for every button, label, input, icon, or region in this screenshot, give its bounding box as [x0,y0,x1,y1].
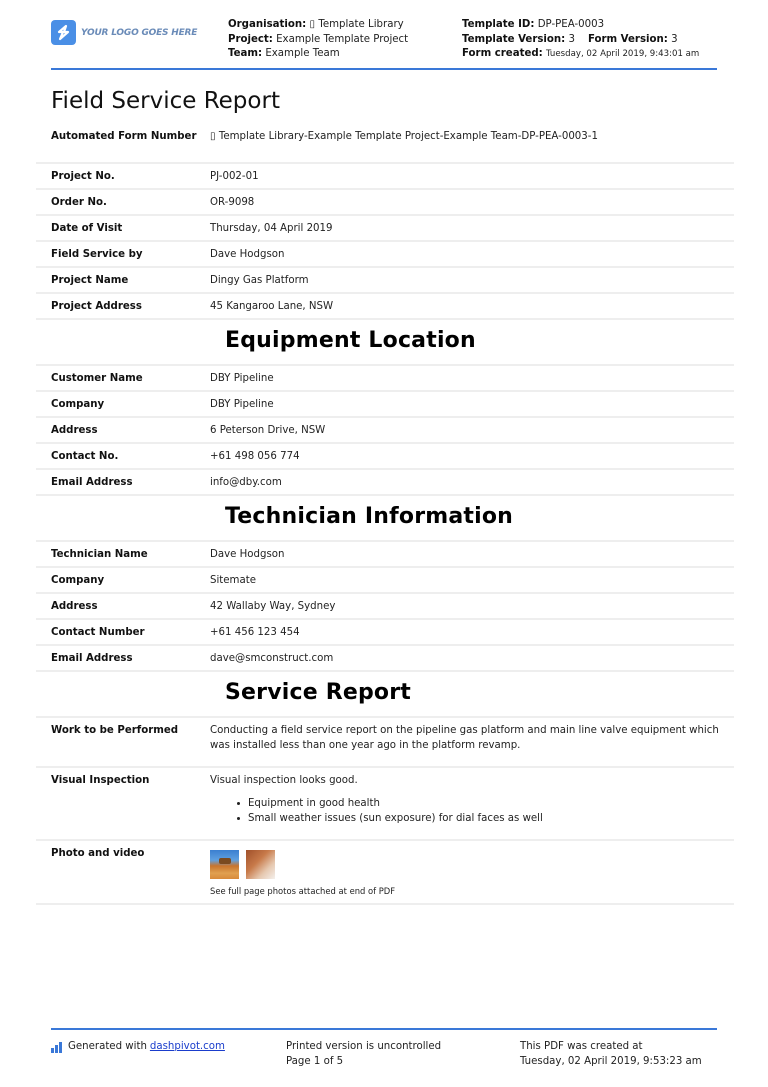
bar-chart-icon [51,1042,62,1053]
field-value: DBY Pipeline [210,373,274,384]
organisation-value: ▯ Template Library [309,19,404,30]
header-divider [51,68,717,70]
footer-divider [51,1028,717,1030]
field-label: Project Address [51,301,142,312]
pdf-created-label: This PDF was created at [520,1041,643,1052]
photo-group [210,841,734,903]
field-label: Date of Visit [51,223,123,234]
page-number: Page 1 of 5 [286,1055,344,1067]
form-version-label: Form Version: [587,33,668,45]
table-row [36,470,734,496]
table-row [36,620,734,646]
table-row [36,126,734,164]
project-value: Example Template Project [276,33,409,45]
team-label: Team: [228,48,263,59]
photo-caption: See full page photos attached at end of PDF [210,886,396,896]
field-value: 6 Peterson Drive, NSW [210,425,326,436]
field-label: Contact No. [51,451,119,462]
footer-generated [51,1040,225,1055]
table-row [36,268,734,294]
section-title: Technician Information [225,503,514,529]
field-value: 42 Wallaby Way, Sydney [210,601,336,612]
header-template-info [462,18,699,62]
field-value: Dave Hodgson [210,549,285,560]
table-row [36,768,734,841]
template-id-label: Template ID: [462,19,535,30]
field-label: Address [51,601,98,612]
field-label: Company [51,575,105,586]
table-row [36,392,734,418]
field-label: Technician Name [51,549,148,560]
report-table [36,126,734,905]
list-item: Small weather issues (sun exposure) for dial faces as well [248,811,734,826]
field-value: dave@smconstruct.com [210,653,334,664]
field-value: Sitemate [210,575,256,586]
field-label: Visual Inspection [51,775,150,786]
field-value-group [210,768,734,830]
table-row [36,594,734,620]
section-header-service-report [36,672,734,718]
section-title: Equipment Location [225,327,476,353]
photo-thumbnails [210,850,734,879]
table-row [36,164,734,190]
field-value: Dingy Gas Platform [210,275,309,286]
field-value: Dave Hodgson [210,249,285,260]
organisation-label: Organisation: [228,19,307,30]
field-label: Photo and video [51,848,145,859]
field-value: +61 456 123 454 [210,627,300,638]
table-row [36,190,734,216]
table-row [36,242,734,268]
footer-created-info [520,1040,702,1069]
field-label: Customer Name [51,373,143,384]
table-row [36,366,734,392]
field-value: +61 498 056 774 [210,451,300,462]
template-id-value: DP-PEA-0003 [537,19,605,30]
form-created-value: Tuesday, 02 April 2019, 9:43:01 am [545,49,700,59]
field-label: Project No. [51,171,115,182]
field-label: Contact Number [51,627,145,638]
logo-icon [51,20,76,45]
field-label: Work to be Performed [51,725,179,736]
section-header-technician-information [36,496,734,542]
form-created-label: Form created: [462,48,543,59]
company-logo [51,20,197,45]
table-row [36,216,734,242]
field-label: Order No. [51,197,107,208]
pdf-created-value: Tuesday, 02 April 2019, 9:53:23 am [520,1055,702,1067]
table-row [36,646,734,672]
field-value: OR-9098 [210,197,255,208]
table-row [36,841,734,905]
bullet-list [248,796,734,826]
template-version-label: Template Version: [462,33,566,45]
field-value: Visual inspection looks good. [210,775,358,786]
table-row [36,444,734,470]
table-row [36,294,734,320]
dashpivot-link[interactable]: dashpivot.com [149,1041,225,1052]
field-label: Company [51,399,105,410]
uncontrolled-notice: Printed version is uncontrolled [286,1041,442,1052]
field-value: 45 Kangaroo Lane, NSW [210,301,334,312]
field-value: Thursday, 04 April 2019 [210,223,333,234]
table-row [36,718,734,768]
photo-thumbnail[interactable] [210,850,239,879]
field-value: info@dby.com [210,477,282,488]
field-label: Field Service by [51,249,143,260]
project-label: Project: [228,33,273,45]
form-version-value: 3 [671,33,678,45]
header-org-info [228,18,408,62]
page-header [51,18,717,70]
list-item: Equipment in good health [248,796,734,811]
logo-text: YOUR LOGO GOES HERE [81,27,198,38]
field-value: PJ-002-01 [210,171,259,182]
field-label: Project Name [51,275,129,286]
table-row [36,542,734,568]
team-value: Example Team [265,48,340,59]
field-label: Automated Form Number [51,131,197,142]
generated-text: Generated with [68,1041,147,1052]
photo-thumbnail[interactable] [246,850,275,879]
field-label: Email Address [51,653,133,664]
table-row [36,568,734,594]
field-label: Address [51,425,98,436]
section-title: Service Report [225,679,412,705]
table-row [36,418,734,444]
template-version-value: 3 [568,33,575,45]
field-value: ▯ Template Library-Example Template Project-Example Team-DP-PEA-0003-1 [210,131,598,142]
field-value: Conducting a field service report on the pipeline gas platform and main line valve equipment which was installed less than one year ago in the platform revamp. [210,725,719,751]
field-label: Email Address [51,477,133,488]
page-title: Field Service Report [51,88,280,114]
footer-print-info [286,1040,441,1069]
section-header-equipment-location [36,320,734,366]
field-value: DBY Pipeline [210,399,274,410]
